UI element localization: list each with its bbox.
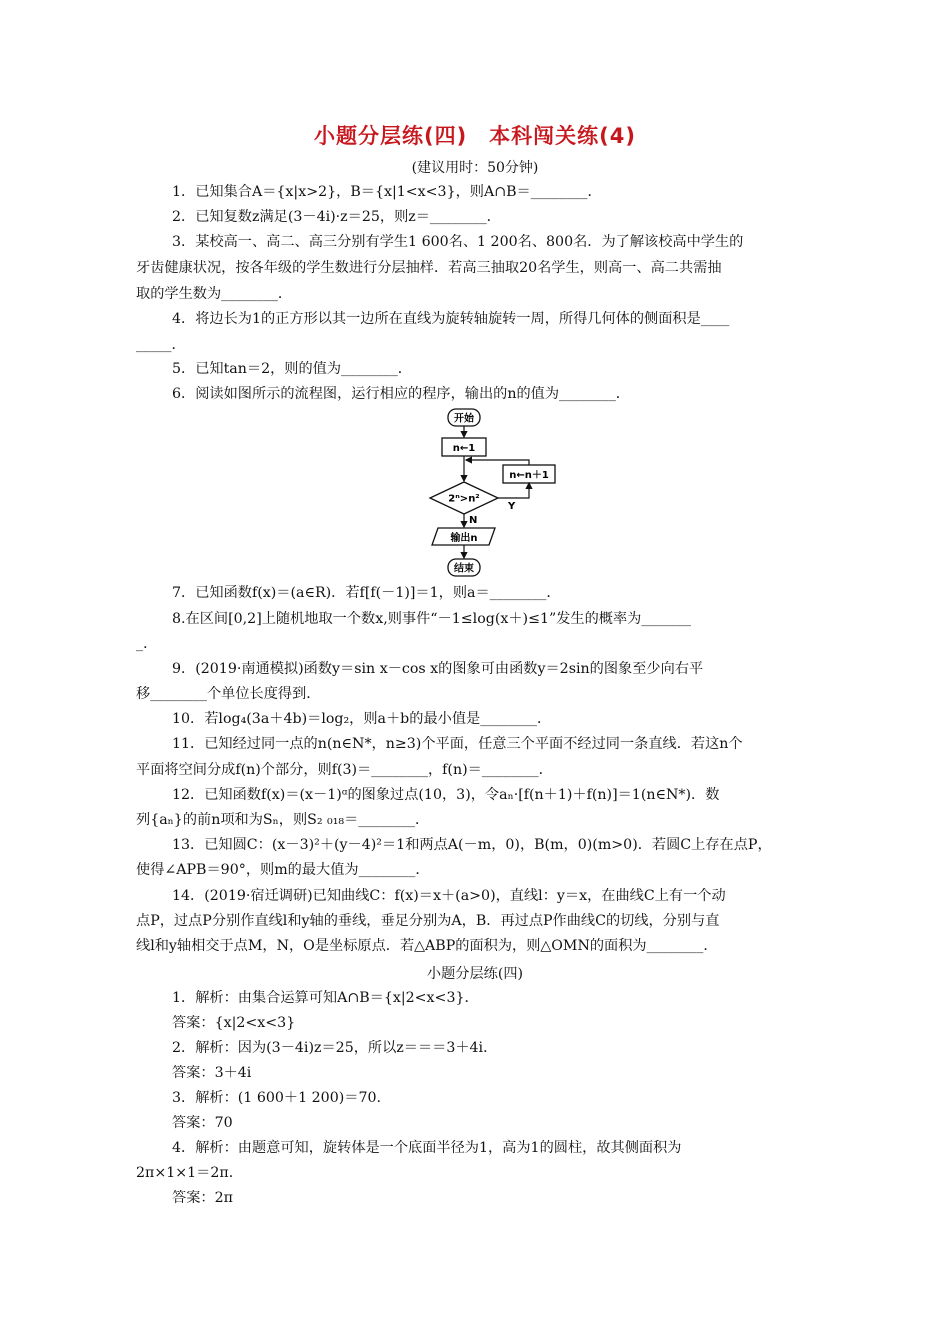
- question-7: 7．已知函数f(x)＝(a∈R)．若f[f(－1)]＝1，则a＝________．: [172, 585, 561, 601]
- answer-4: 4．解析：由题意可知，旋转体是一个底面半径为1，高为1的圆柱，故其侧面积为: [172, 1140, 682, 1156]
- question-14: 14．(2019·宿迁调研)已知曲线C：f(x)＝x＋(a>0)，直线l：y＝x，在曲线C上有一个动: [172, 888, 726, 904]
- question-14-cont: 线l和y轴相交于点M，N，O是坐标原点．若△ABP的面积为，则△OMN的面积为________．: [136, 938, 718, 954]
- answer-4-cont: 2π×1×1＝2π．: [136, 1165, 243, 1181]
- question-12: 12．已知函数f(x)＝(x－1)ᵅ的图象过点(10，3)，令aₙ·[f(n＋1)＋f(n)]＝1(n∈N*)．数: [172, 787, 720, 803]
- question-9-cont: 移________个单位长度得到．: [136, 686, 321, 702]
- question-3-cont: 牙齿健康状况，按各年级的学生数进行分层抽样．若高三抽取20名学生，则高一、高二共需抽: [136, 260, 722, 276]
- question-9: 9．(2019·南通模拟)函数y＝sin x－cos x的图象可由函数y＝2sin的图象至少向右平: [172, 661, 704, 677]
- question-10: 10．若log₄(3a＋4b)＝log₂，则a＋b的最小值是________．: [172, 711, 552, 727]
- question-6: 6．阅读如图所示的流程图，运行相应的程序，输出的n的值为________．: [172, 386, 630, 402]
- condition-label: 2ⁿ>n²: [448, 493, 480, 505]
- question-14-cont: 点P，过点P分别作直线l和y轴的垂线，垂足分别为A，B．再过点P作曲线C的切线，分别与直: [136, 913, 720, 929]
- question-4: 4．将边长为1的正方形以其一边所在直线为旋转轴旋转一周，所得几何体的侧面积是____: [172, 311, 730, 327]
- question-8-cont: _．: [136, 636, 158, 652]
- question-2: 2．已知复数z满足(3－4i)·z＝25，则z＝________．: [172, 209, 501, 225]
- question-13-cont: 使得∠APB＝90°，则m的最大值为________．: [136, 862, 430, 878]
- answers-section-title: 小题分层练(四): [426, 966, 524, 982]
- init-label: n←1: [452, 443, 476, 454]
- time-suggestion: (建议用时：50分钟): [411, 160, 539, 176]
- answer-2-result: 答案：3＋4i: [172, 1065, 252, 1081]
- question-12-cont: 列{aₙ}的前n项和为Sₙ，则S₂ ₀₁₈＝________．: [136, 812, 430, 828]
- start-label: 开始: [454, 413, 474, 425]
- no-label: N: [469, 515, 478, 526]
- question-11-cont: 平面将空间分成f(n)个部分，则f(3)＝________，f(n)＝________．: [136, 762, 553, 778]
- answer-3-result: 答案：70: [172, 1115, 233, 1131]
- question-4-cont: _____．: [136, 337, 186, 353]
- question-3-cont: 取的学生数为________．: [136, 286, 293, 302]
- output-label: 输出n: [450, 533, 478, 544]
- page-title: 小题分层练(四) 本科闯关练(4): [313, 124, 636, 148]
- answer-2: 2．解析：因为(3－4i)z＝25，所以z＝＝＝3＋4i．: [172, 1040, 498, 1056]
- question-1: 1．已知集合A＝{x|x>2}，B＝{x|1<x<3}，则A∩B＝________．: [172, 184, 602, 200]
- question-8: 8.在区间[0,2]上随机地取一个数x,则事件“－1≤log(x＋)≤1”发生的概率为_______: [172, 611, 692, 627]
- answer-1-result: 答案：{x|2<x<3}: [172, 1015, 296, 1031]
- answer-3: 3．解析：(1 600＋1 200)＝70.: [172, 1090, 382, 1106]
- answer-1: 1．解析：由集合运算可知A∩B＝{x|2<x<3}．: [172, 990, 479, 1006]
- yes-label: Y: [508, 501, 516, 512]
- update-label: n←n＋1: [509, 470, 549, 481]
- end-label: 结束: [454, 563, 474, 575]
- flowchart: [420, 405, 570, 580]
- question-11: 11．已知经过同一点的n(n∈N*，n≥3)个平面，任意三个平面不经过同一条直线．若这n个: [172, 736, 743, 752]
- question-5: 5．已知tan＝2，则的值为________．: [172, 361, 412, 377]
- question-13: 13．已知圆C：(x－3)²＋(y－4)²＝1和两点A(－m，0)，B(m，0)(m>0)．若圆C上存在点P，: [172, 837, 772, 853]
- answer-4-result: 答案：2π: [172, 1190, 233, 1206]
- question-3: 3．某校高一、高二、高三分别有学生1 600名、1 200名、800名．为了解该校高中学生的: [172, 234, 744, 250]
